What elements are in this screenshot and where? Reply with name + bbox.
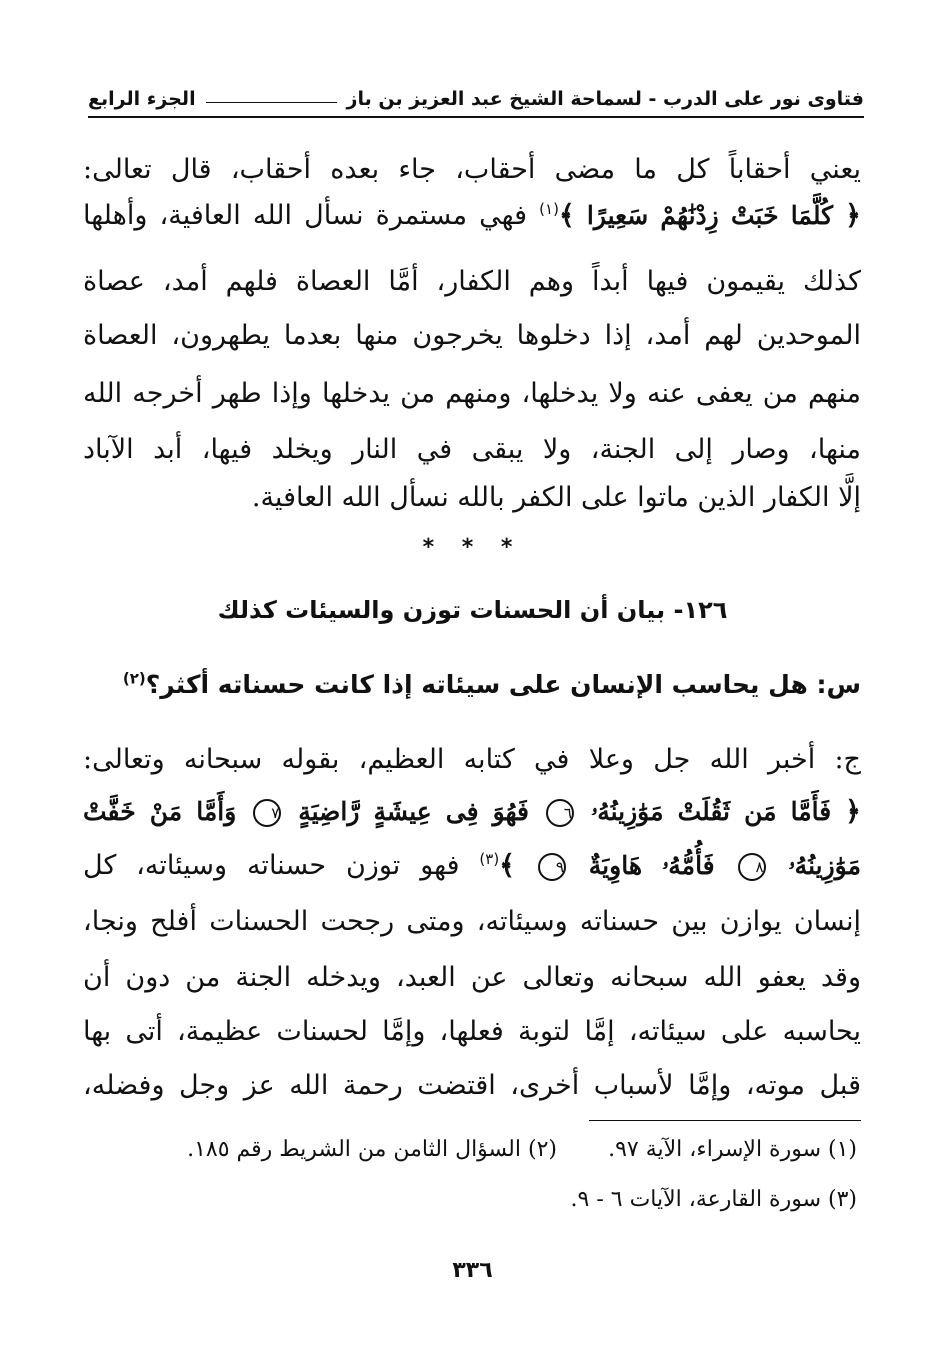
footnote-rule [589,1120,861,1121]
quran-close-bracket: ﴾ [558,200,575,231]
footnote-ref: (٢) [122,669,146,688]
header-title: فتاوى نور على الدرب - لسماحة الشيخ عبد العزيز بن باز [346,88,864,110]
text-line: كذلك يقيمون فيها أبداً وهم الكفار، أمَّا العصاة فلهم أمد، عصاة [83,266,861,297]
text-line: يعني أحقاباً كل ما مضى أحقاب، جاء بعده أحقاب، قال تعالى: [83,154,861,185]
quran-verse: وَأَمَّا مَنْ خَفَّتْ [83,797,237,826]
page-number: ٣٣٦ [452,1258,493,1283]
section-title: ١٢٦- بيان أن الحسنات توزن والسيئات كذلك [217,596,728,624]
text-line: منها، وصار إلى الجنة، ولا يبقى في النار ويخلد فيها، أبد الآباد [83,434,861,465]
text-line: إنسان يوازن بين حسناته وسيئاته، ومتى رجحت الحسنات أفلح ونجا، [83,906,862,937]
verse-number: ٧ [253,799,281,827]
verse-number: ٩ [538,853,566,881]
quran-verse: فَهُوَ فِى عِيشَةٍ رَّاضِيَةٍ [298,797,530,826]
footnote-row [83,1134,857,1166]
text-segment: فهو توزن حسناته وسيئاته، كل [83,850,460,881]
verse-number: ٨ [738,853,766,881]
header-part: الجزء الرابع [88,88,196,110]
text-line: الموحدين لهم أمد، إذا دخلوها يخرجون منها بعدما يطهرون، العصاة [83,320,861,351]
section-separator: * * * [422,535,523,560]
question-text: س: هل يحاسب الإنسان على سيئاته إذا كانت حسناته أكثر؟ [145,670,861,699]
text-line: إلَّا الكفار الذين ماتوا على الكفر بالله نسأل الله العافية. [251,482,861,513]
text-segment: فهي مستمرة نسأل الله العافية، وأهلها [83,200,528,231]
verse-line [83,846,861,886]
quran-close-bracket: ﴾ [499,850,515,881]
footnote-1: (١) سورة الإسراء، الآية ٩٧. [608,1137,857,1162]
verse-number: ٦ [546,799,574,827]
quran-open-bracket: ﴿ [845,200,861,231]
quran-verse: كُلَّمَا خَبَتْ زِدْنَٰهُمْ سَعِيرًا [586,201,834,230]
quran-open-bracket: ﴿ [845,796,861,827]
quran-verse: مَوَٰزِينُهُۥ [788,851,861,880]
footnote-2: (٢) السؤال الثامن من الشريط رقم ١٨٥. [187,1137,557,1162]
text-line-with-verse [83,196,861,236]
text-line: وقد يعفو الله سبحانه وتعالى عن العبد، ويدخله الجنة من دون أن [83,962,861,993]
quran-verse: فَأَمَّا مَن ثَقُلَتْ مَوَٰزِينُهُۥ [590,797,832,826]
text-line: قبل موته، وإمَّا لأسباب أخرى، اقتضت رحمة الله عز وجل وفضله، [83,1070,861,1101]
question [83,665,861,705]
text-line: يحاسبه على سيئاته، إمَّا لتوبة فعلها، وإمَّا لحسنات عظيمة، أتى بها [83,1016,861,1047]
footnote-ref: (٣) [479,850,500,868]
footnote-ref: (١) [539,200,559,218]
text-line: ج: أخبر الله جل وعلا في كتابه العظيم، بقوله سبحانه وتعالى: [83,744,861,775]
text-line: منهم من يعفى عنه ولا يدخلها، ومنهم من يدخلها وإذا طهر أخرجه الله [83,378,861,409]
header-rule [206,102,337,103]
verse-line [83,792,861,832]
quran-verse: فَأُمُّهُۥ هَاوِيَةٌ [588,851,715,880]
footnote-3: (٣) سورة القارعة، الآيات ٦ - ٩. [570,1187,857,1212]
running-header [88,82,864,118]
